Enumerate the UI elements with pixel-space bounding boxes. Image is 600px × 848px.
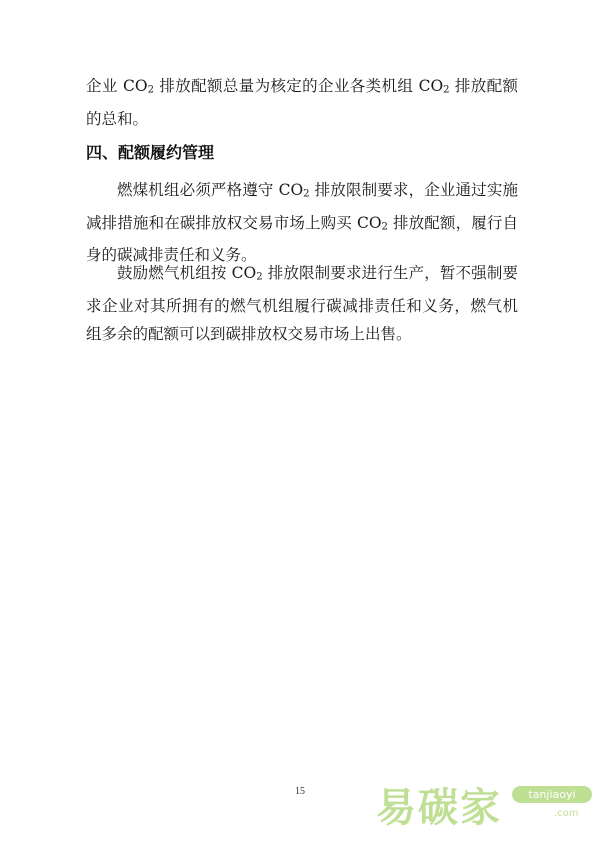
para2-text-a: 燃煤机组必须严格遵守 CO — [117, 181, 304, 199]
para2-text-c: 排放配额，履行自身的碳减排责任和义务。 — [86, 213, 518, 264]
co2-subscript: 2 — [381, 221, 388, 232]
para2-text-b: 排放限制要求，企业通过实施减排措施和在碳排放权交易市场上购买 CO — [86, 181, 518, 232]
watermark-logo — [376, 772, 592, 836]
co2-subscript: 2 — [303, 188, 310, 200]
watermark-cn-text: 易碳家 — [376, 785, 502, 831]
para1-text-b: 排放配额总量为核定的企业各类机组 CO — [154, 77, 444, 95]
co2-subscript: 2 — [443, 84, 450, 96]
watermark-pill-text: tanjiaoyi — [512, 786, 592, 803]
paragraph-gas-units — [86, 259, 518, 348]
page-number: 15 — [295, 786, 305, 797]
co2-subscript: 2 — [256, 271, 263, 283]
paragraph-quota-total — [86, 72, 518, 133]
watermark-com-text: .com — [554, 808, 579, 819]
para1-text-a: 企业 CO — [86, 77, 148, 95]
section-heading: 四、配额履约管理 — [86, 143, 215, 162]
co2-subscript: 2 — [147, 84, 155, 96]
paragraph-coal-units — [86, 176, 518, 269]
para1-text-c: 排放配额的总和。 — [86, 77, 518, 128]
para3-text-a: 鼓励燃气机组按 CO — [117, 264, 257, 282]
para3-text-b: 排放限制要求进行生产，暂不强制要求企业对其所拥有的燃气机组履行碳减排责任和义务，燃气机组多余的配额可以到碳排放权交易市场上出售。 — [86, 264, 518, 343]
